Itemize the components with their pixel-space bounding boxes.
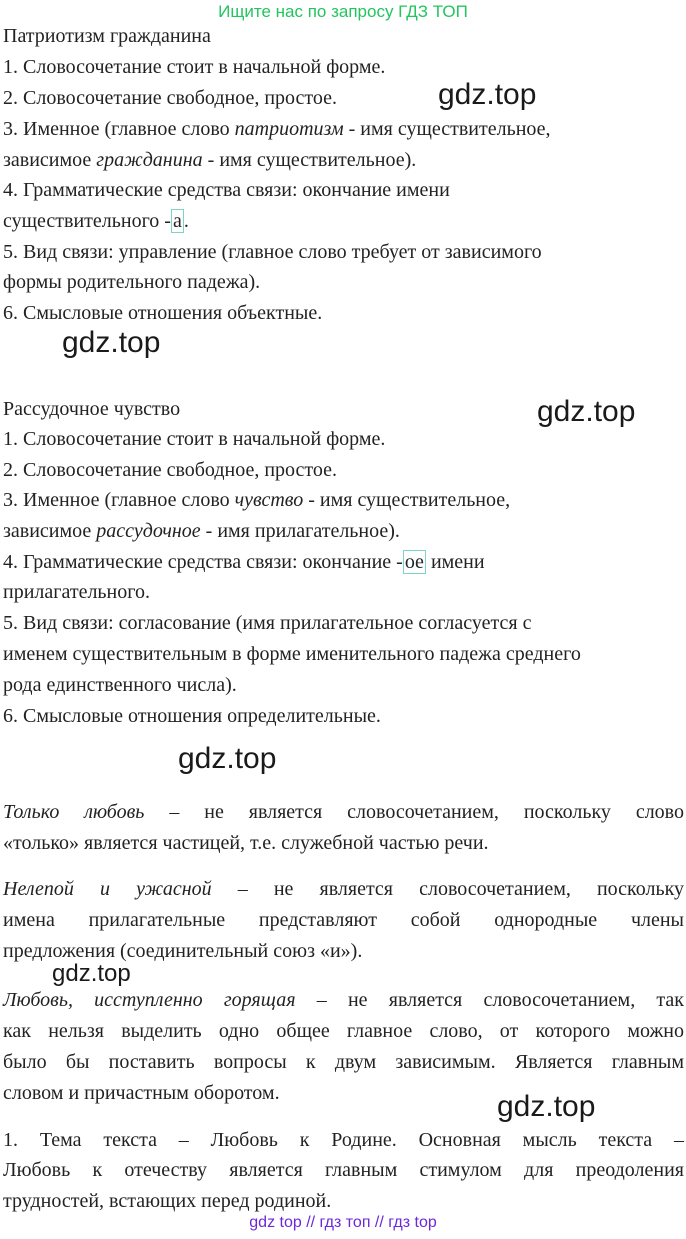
ending-highlight: ое: [404, 551, 424, 573]
section1-line-3: 3. Именное (главное слово патриотизм - имя существительное,: [3, 118, 551, 140]
section2-title: Рассудочное чувство: [3, 398, 181, 420]
section2-line-5: 4. Грамматические средства связи: окончание - ое имени: [3, 551, 485, 573]
watermark: gdz.top: [52, 960, 131, 987]
para2-line-2: имена прилагательные представляют собой однородные члены: [3, 909, 684, 931]
section1-line-7: 5. Вид связи: управление (главное слово требует от зависимого: [3, 241, 542, 263]
para3-line-4: словом и причастным оборотом.: [3, 1082, 280, 1104]
para3-line-1: Любовь, исступленно горящая – не является словосочетанием, так: [3, 989, 684, 1011]
section1-line-4: зависимое гражданина - имя существительное).: [3, 149, 417, 171]
section1-line-2: 2. Словосочетание свободное, простое.: [3, 87, 338, 109]
section2-line-10: 6. Смысловые отношения определительные.: [3, 705, 381, 727]
para1-line-1: Только любовь – не является словосочетанием, поскольку слово: [3, 801, 684, 823]
search-banner: Ищите нас по запросу ГДЗ ТОП: [218, 2, 468, 21]
section1-line-8: формы родительного падежа).: [3, 271, 261, 293]
para3-line-3: было бы поставить вопросы к двум зависимым. Является главным: [3, 1051, 684, 1073]
section2-line-7: 5. Вид связи: согласование (имя прилагательное согласуется с: [3, 612, 532, 634]
para4-line-1: 1. Тема текста – Любовь к Родине. Основная мысль текста –: [3, 1129, 684, 1151]
watermark: gdz.top: [62, 326, 161, 359]
section1-line-5: 4. Грамматические средства связи: окончание имени: [3, 179, 450, 201]
section1-line-1: 1. Словосочетание стоит в начальной форме.: [3, 56, 386, 78]
para4-line-3: трудностей, встающих перед родиной.: [3, 1190, 332, 1212]
section2-line-4: зависимое рассудочное - имя прилагательное).: [3, 520, 400, 542]
section1-title: Патриотизм гражданина: [3, 25, 211, 47]
para2-line-1: Нелепой и ужасной – не является словосочетанием, поскольку: [3, 878, 685, 900]
footer-links: gdz top // гдз топ // гдз top: [249, 1214, 437, 1231]
para4-line-2: Любовь к отечеству является главным стимулом для преодоления: [3, 1159, 684, 1181]
para1-line-2: «только» является частицей, т.е. служебной частью речи.: [3, 832, 489, 854]
watermark: gdz.top: [438, 78, 537, 111]
section2-line-6: прилагательного.: [3, 581, 150, 603]
para2-line-3: предложения (соединительный союз «и»).: [3, 940, 363, 962]
section1-line-9: 6. Смысловые отношения объектные.: [3, 302, 323, 324]
watermark: gdz.top: [497, 1090, 596, 1123]
section2-line-8: именем существительным в форме именительного падежа среднего: [3, 643, 581, 665]
ending-highlight: а: [172, 210, 182, 232]
section2-line-1: 1. Словосочетание стоит в начальной форме.: [3, 428, 386, 450]
section1-line-6: существительного - а .: [3, 210, 189, 232]
watermark: gdz.top: [178, 742, 277, 775]
section2-line-3: 3. Именное (главное слово чувство - имя существительное,: [3, 489, 511, 511]
watermark: gdz.top: [537, 395, 636, 428]
section2-line-2: 2. Словосочетание свободное, простое.: [3, 459, 338, 481]
section2-line-9: рода единственного числа).: [3, 674, 237, 696]
para3-line-2: как нельзя выделить одно общее главное слово, от которого можно: [3, 1020, 684, 1042]
